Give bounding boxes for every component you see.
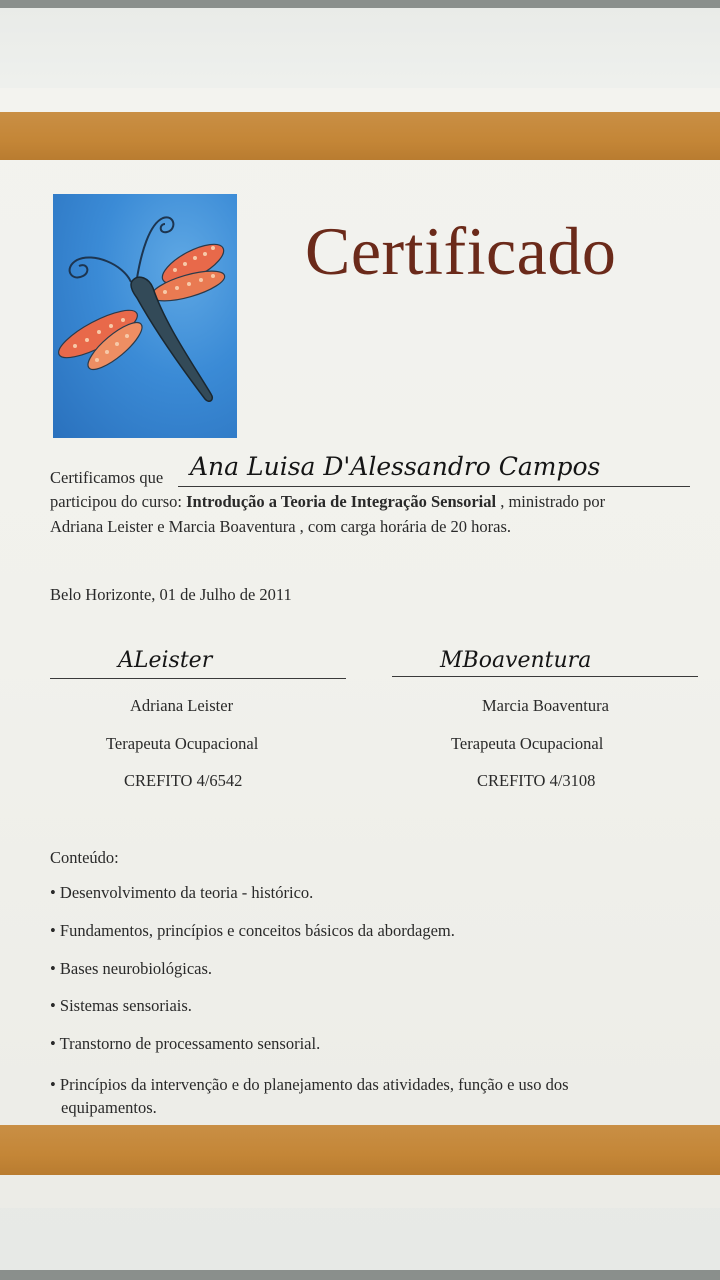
course-name: Introdução a Teoria de Integração Sensorial — [186, 492, 497, 511]
bottom-decorative-band — [0, 1125, 720, 1175]
signatory-right-name: Marcia Boaventura — [482, 696, 609, 715]
course-prefix: participou do curso: — [50, 492, 187, 511]
signature-line-right — [392, 676, 698, 677]
contents-item: • Transtorno de processamento sensorial. — [50, 1034, 321, 1053]
contents-item: • Bases neurobiológicas. — [50, 959, 213, 978]
signatory-left-name: Adriana Leister — [130, 696, 234, 715]
signatory-right-registration: CREFITO 4/3108 — [477, 771, 596, 790]
signatory-left-registration: CREFITO 4/6542 — [124, 771, 243, 790]
signature-line-left — [50, 678, 346, 679]
contents-item: • Princípios da intervenção e do planejamento das atividades, função e uso dos — [50, 1075, 569, 1094]
instructors-line: Adriana Leister e Marcia Boaventura , com carga horária de 20 horas. — [50, 517, 512, 536]
intro-label: Certificamos que — [50, 468, 164, 487]
signature-left: ALeister — [118, 648, 213, 673]
place-date: Belo Horizonte, 01 de Julho de 2011 — [50, 585, 292, 604]
recipient-underline — [178, 486, 690, 487]
recipient-name: Ana Luisa D'Alessandro Campos — [190, 452, 601, 481]
contents-heading: Conteúdo: — [50, 848, 119, 867]
signatory-left-role: Terapeuta Ocupacional — [106, 734, 259, 753]
signatory-right-role: Terapeuta Ocupacional — [451, 734, 604, 753]
contents-item: • Fundamentos, princípios e conceitos básicos da abordagem. — [50, 921, 455, 940]
contents-item-continuation: equipamentos. — [61, 1098, 157, 1117]
signature-right: MBoaventura — [440, 648, 592, 673]
course-suffix: , ministrado por — [496, 492, 606, 511]
contents-item: • Sistemas sensoriais. — [50, 996, 192, 1015]
contents-item: • Desenvolvimento da teoria - histórico. — [50, 883, 314, 902]
dragonfly-icon — [53, 194, 237, 438]
certificate-title: Certificado — [305, 213, 617, 289]
top-decorative-band — [0, 112, 720, 160]
course-line — [50, 492, 605, 512]
